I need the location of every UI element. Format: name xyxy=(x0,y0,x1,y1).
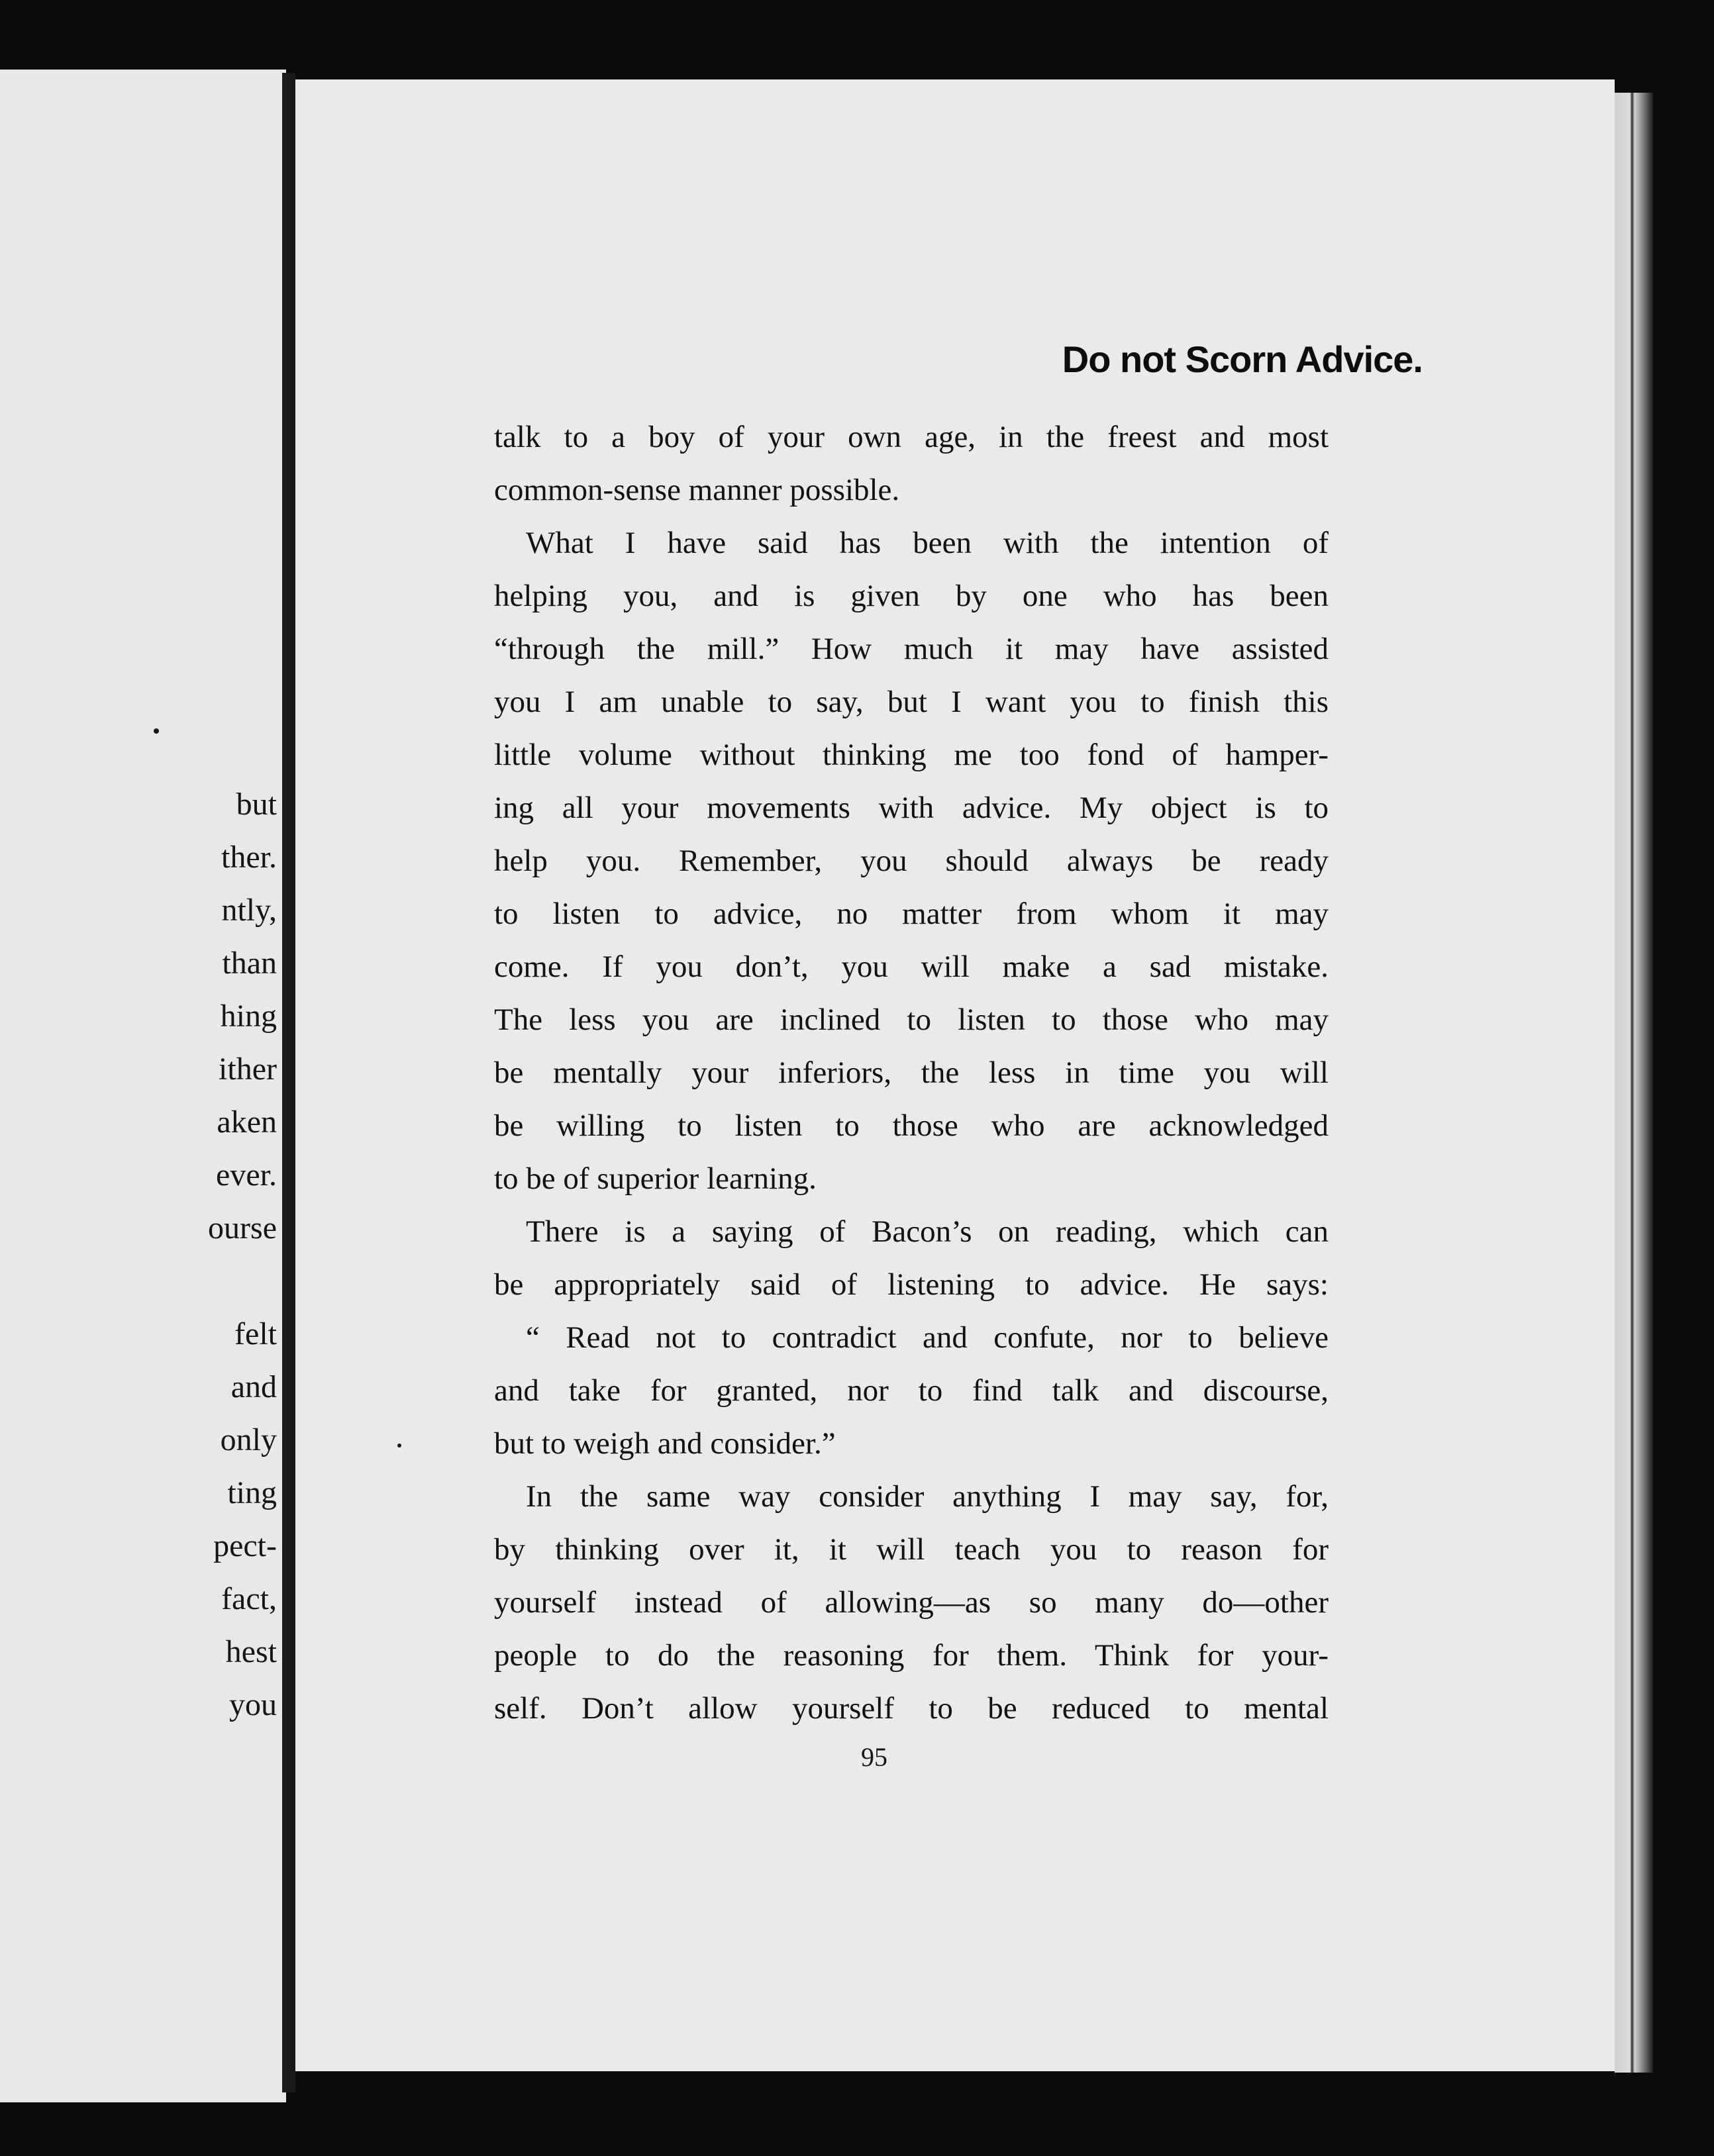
text-line: by thinking over it, it will teach you to reason for xyxy=(494,1532,1329,1567)
left-page-line: ither xyxy=(219,1052,277,1087)
left-page-line: hest xyxy=(225,1634,277,1669)
text-line: The less you are inclined to listen to those who may xyxy=(494,1003,1329,1037)
text-line: talk to a boy of your own age, in the freest and most xyxy=(494,420,1329,454)
left-page-line: but xyxy=(236,787,277,822)
text-line: little volume without thinking me too fond of hamper- xyxy=(494,738,1329,772)
left-page xyxy=(0,70,286,2102)
text-line: be willing to listen to those who are acknowledged xyxy=(494,1108,1329,1143)
left-page-line: ever. xyxy=(216,1157,277,1193)
text-line: and take for granted, nor to find talk and discourse, xyxy=(494,1373,1329,1408)
page-number: 95 xyxy=(861,1742,887,1772)
text-line: In the same way consider anything I may say, for, xyxy=(526,1479,1329,1514)
left-page-line: than xyxy=(222,946,277,981)
text-line: There is a saying of Bacon’s on reading, which can xyxy=(526,1214,1329,1249)
text-line: but to weigh and consider.” xyxy=(494,1426,836,1461)
left-page-line: hing xyxy=(220,999,277,1034)
left-page-line: and xyxy=(230,1369,277,1404)
body-text xyxy=(494,411,1329,1735)
left-page-line: only xyxy=(220,1422,277,1457)
text-line: self. Don’t allow yourself to be reduced to mental xyxy=(494,1691,1329,1726)
text-line: to listen to advice, no matter from whom it may xyxy=(494,897,1329,931)
text-line: you I am unable to say, but I want you to finish this xyxy=(494,685,1329,719)
left-page-line: felt xyxy=(234,1316,277,1351)
text-line: yourself instead of allowing—as so many do—other xyxy=(494,1585,1329,1620)
text-line: “through the mill.” How much it may have assisted xyxy=(494,632,1329,666)
running-head: Do not Scorn Advice. xyxy=(1062,338,1423,380)
text-line: to be of superior learning. xyxy=(494,1161,817,1196)
right-page xyxy=(295,79,1615,2071)
text-line: be appropriately said of listening to advice. He says: xyxy=(494,1267,1329,1302)
left-page-line: ting xyxy=(227,1475,277,1510)
dust-speck xyxy=(154,728,159,734)
left-page-line: ther. xyxy=(221,840,277,875)
left-page-line: pect- xyxy=(213,1528,277,1563)
text-line: help you. Remember, you should always be ready xyxy=(494,844,1329,878)
page-edge xyxy=(1615,93,1653,2073)
left-page-line: ourse xyxy=(208,1210,277,1246)
text-line: be mentally your inferiors, the less in time you will xyxy=(494,1055,1329,1090)
text-line: people to do the reasoning for them. Think for your- xyxy=(494,1638,1329,1673)
book-gutter xyxy=(282,73,295,2092)
text-line: helping you, and is given by one who has been xyxy=(494,579,1329,613)
left-page-line: fact, xyxy=(221,1581,277,1616)
text-line: come. If you don’t, you will make a sad mistake. xyxy=(494,950,1329,984)
left-page-line: aken xyxy=(217,1104,277,1140)
left-page-line: you xyxy=(229,1687,277,1722)
text-line: common-sense manner possible. xyxy=(494,473,900,507)
text-line: ing all your movements with advice. My object is to xyxy=(494,791,1329,825)
left-page-line: ntly, xyxy=(221,893,277,928)
text-line: What I have said has been with the intention of xyxy=(526,526,1329,560)
text-line: “ Read not to contradict and confute, nor to believe xyxy=(526,1320,1329,1355)
dust-speck xyxy=(397,1444,401,1447)
